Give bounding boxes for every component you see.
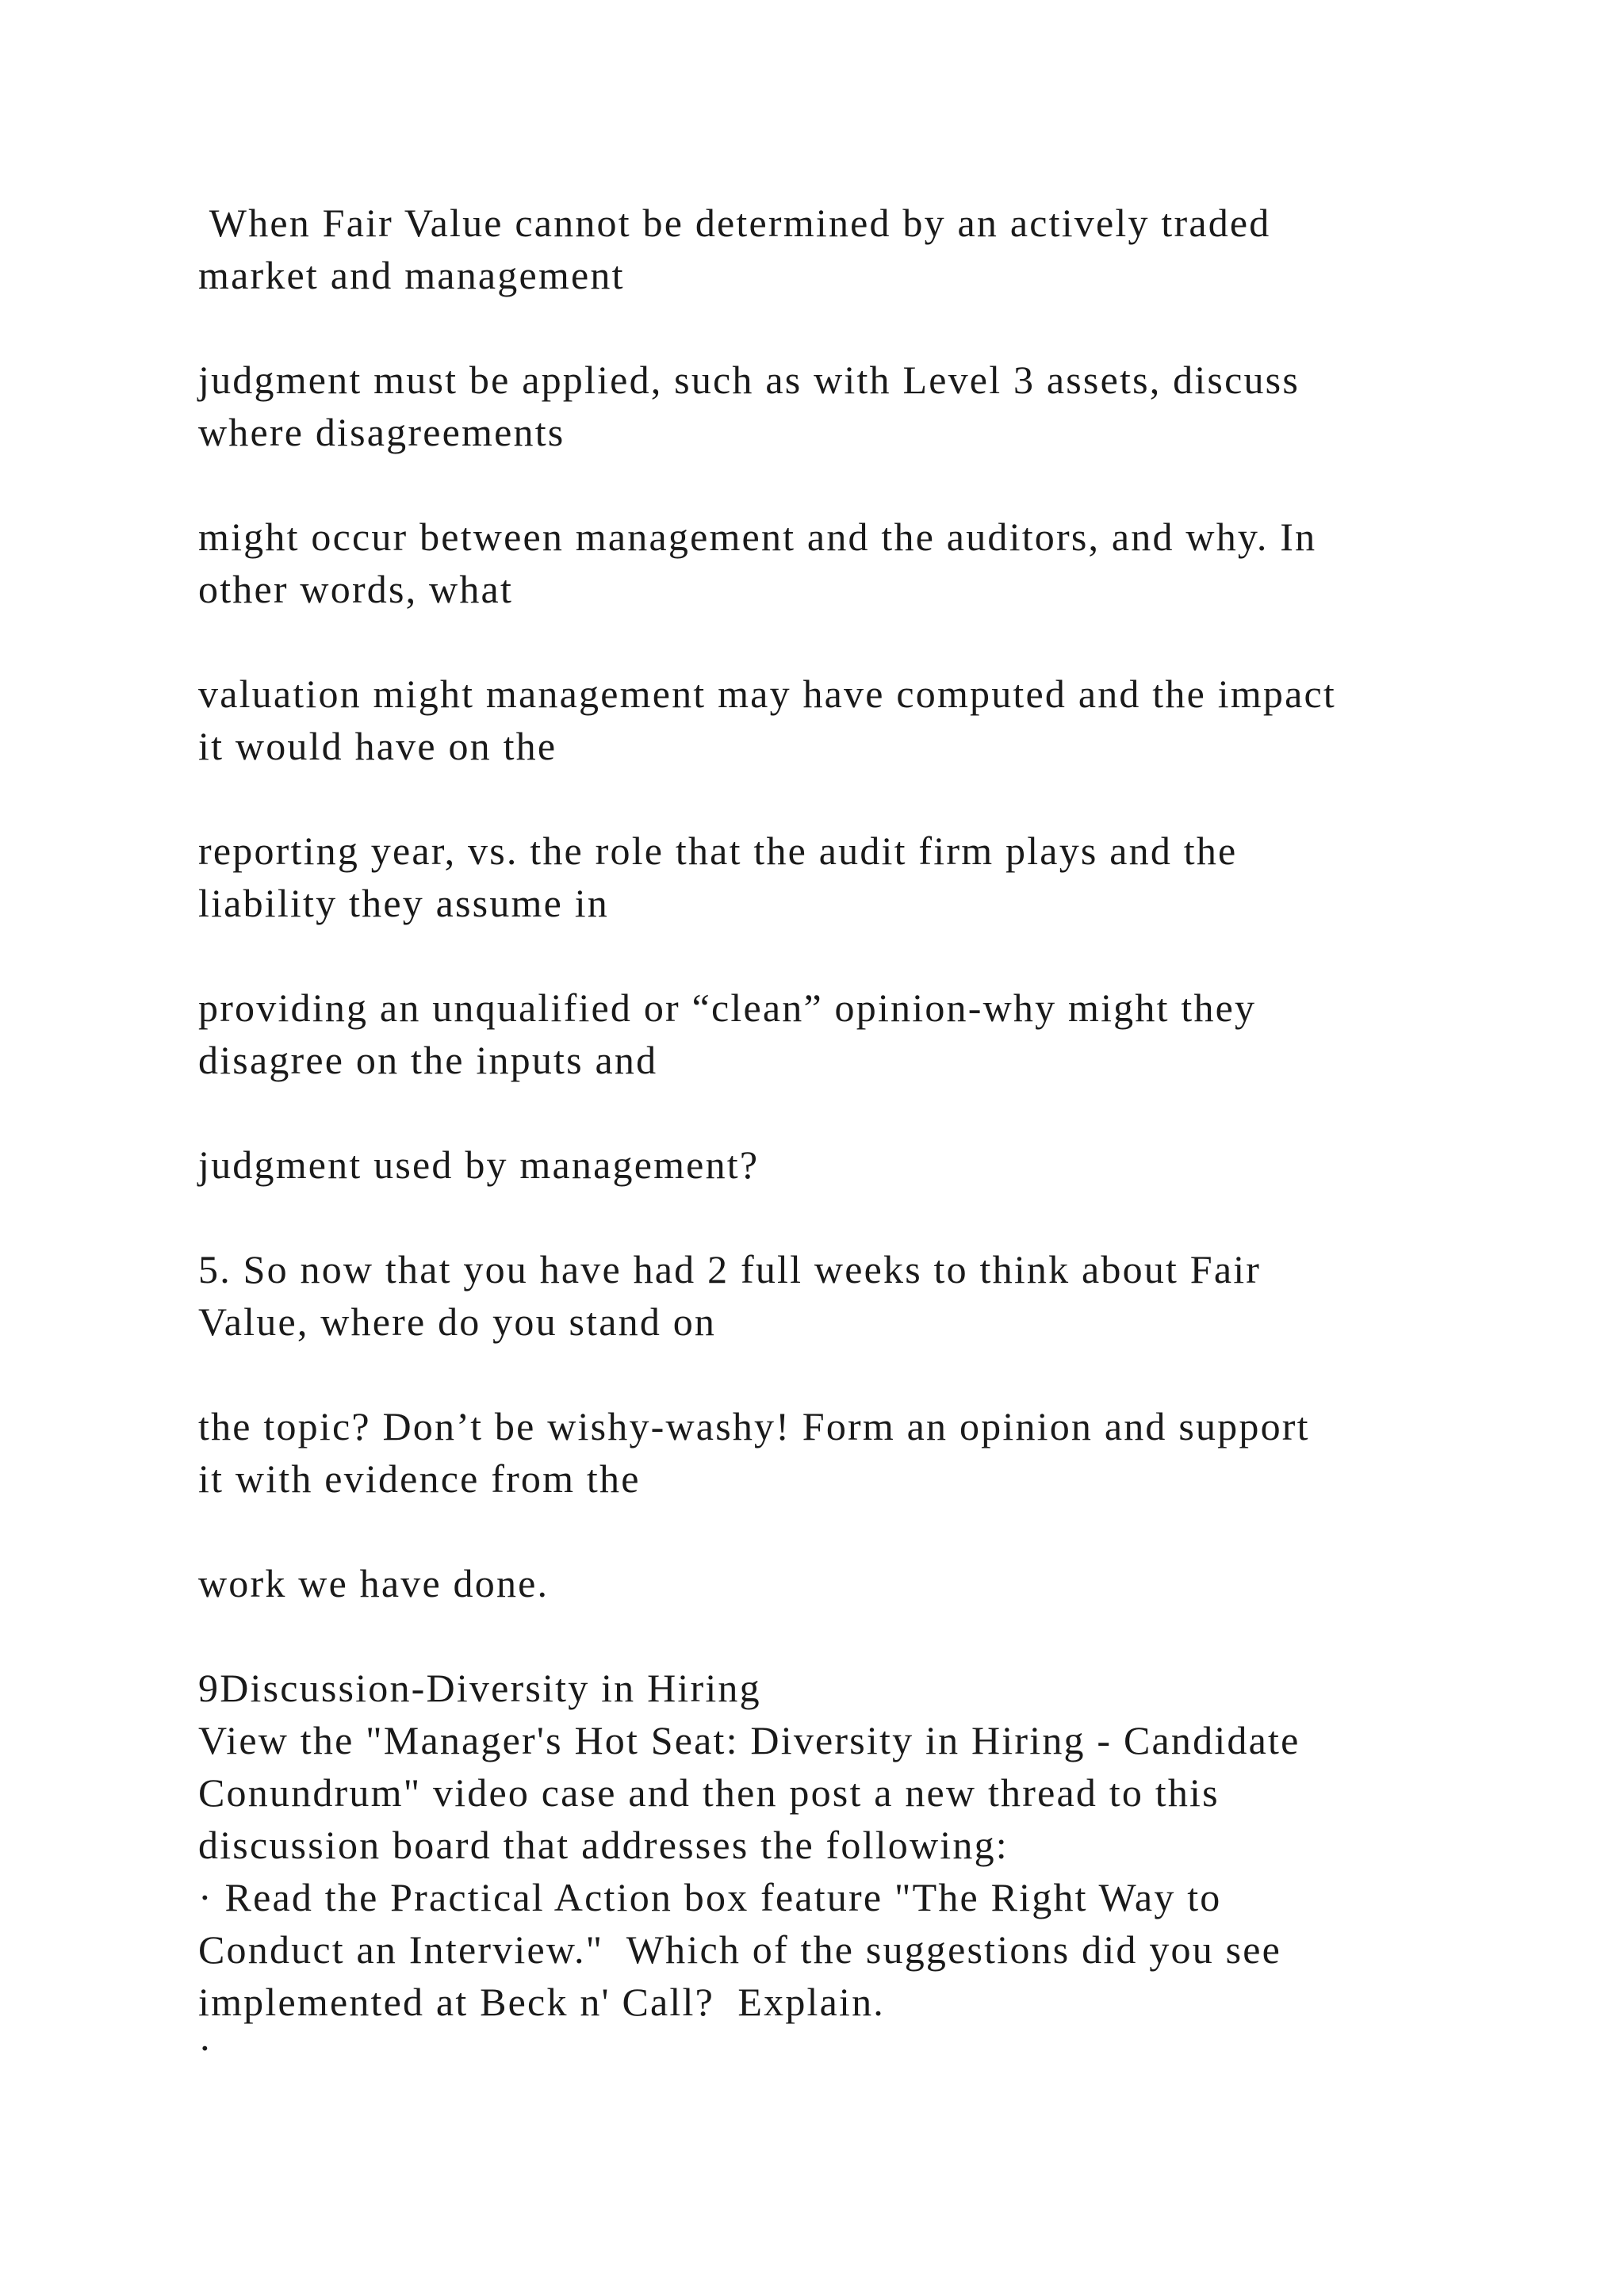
discussion-bullet-line-2: Conduct an Interview." Which of the suggestions did you see [198,1927,1282,1972]
paragraph-9-line-1: the topic? Don’t be wishy-washy! Form an opinion and support [198,1404,1310,1448]
paragraph-1-line-2: market and management [198,253,625,297]
paragraph-8-line-2: Value, where do you stand on [198,1299,717,1344]
paragraph-4-line-2: it would have on the [198,724,557,768]
paragraph-6-line-1: providing an unqualified or “clean” opinion-why might they [198,985,1257,1030]
discussion-heading: 9Discussion-Diversity in Hiring [198,1666,761,1710]
discussion-bullet-line-4: · [198,2026,213,2070]
discussion-intro-line-1: View the "Manager's Hot Seat: Diversity in Hiring - Candidate [198,1718,1300,1762]
discussion-bullet-line-1: · Read the Practical Action box feature "The Right Way to [198,1875,1222,1919]
paragraph-6-line-2: disagree on the inputs and [198,1038,658,1082]
discussion-intro-line-2: Conundrum" video case and then post a new thread to this [198,1770,1220,1815]
discussion-intro-line-3: discussion board that addresses the following: [198,1823,1009,1867]
paragraph-7-line-1: judgment used by management? [198,1142,760,1187]
paragraph-2-line-2: where disagreements [198,410,565,454]
paragraph-1-line-1: When Fair Value cannot be determined by an actively traded [198,201,1271,245]
paragraph-2-line-1: judgment must be applied, such as with Level 3 assets, discuss [198,358,1300,402]
paragraph-5-line-2: liability they assume in [198,881,610,925]
paragraph-4-line-1: valuation might management may have computed and the impact [198,672,1336,716]
paragraph-3-line-2: other words, what [198,567,514,611]
paragraph-8-line-1: 5. So now that you have had 2 full weeks to think about Fair [198,1247,1262,1292]
discussion-bullet-line-3: implemented at Beck n' Call? Explain. [198,1980,885,2024]
paragraph-3-line-1: might occur between management and the auditors, and why. In [198,515,1317,559]
paragraph-10-line-1: work we have done. [198,1561,550,1605]
paragraph-5-line-1: reporting year, vs. the role that the audit firm plays and the [198,828,1238,873]
paragraph-9-line-2: it with evidence from the [198,1456,641,1501]
